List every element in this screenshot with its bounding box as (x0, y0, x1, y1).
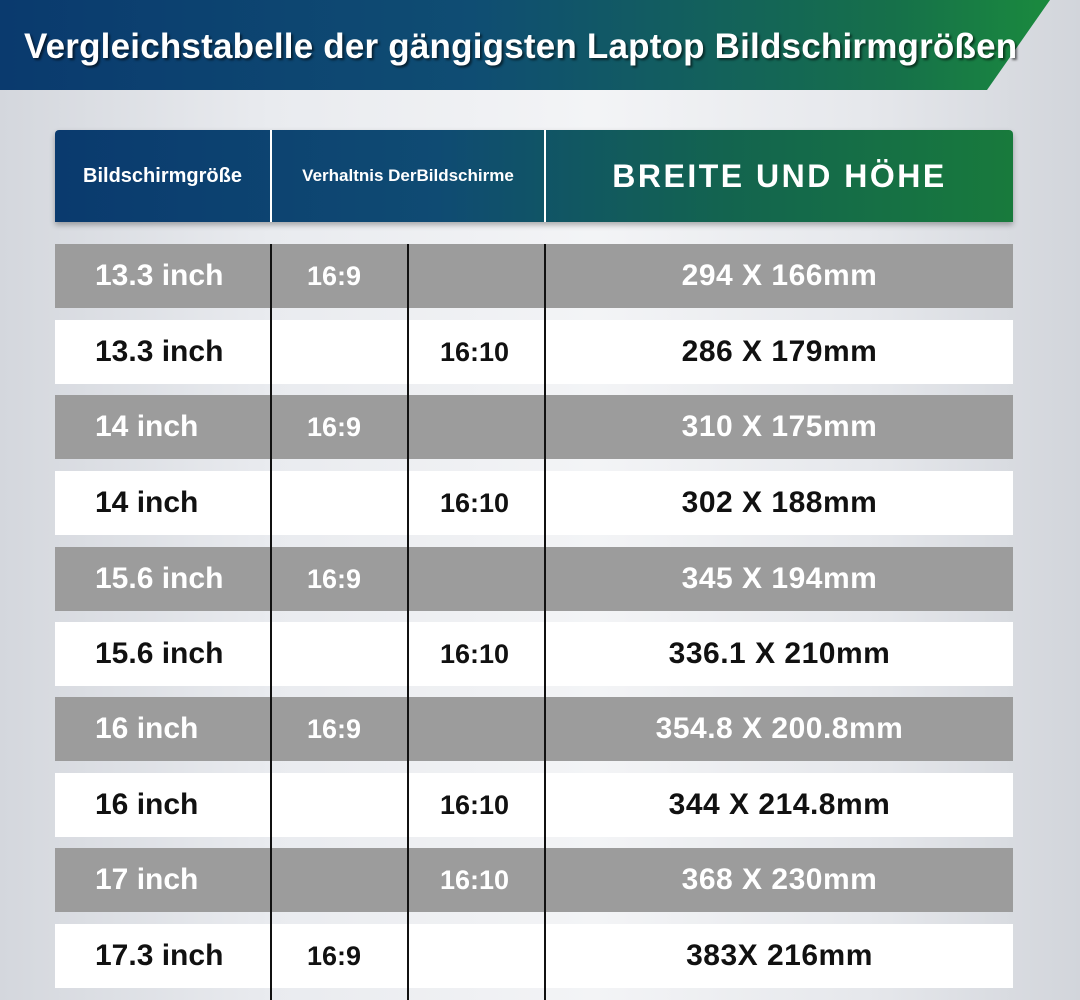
cell-screen-size: 14 inch (95, 410, 199, 443)
cell-dimensions: 383X 216mm (686, 939, 873, 972)
cell-dimensions: 294 X 166mm (681, 259, 878, 292)
cell-ratio-16-9: 16:9 (307, 411, 362, 442)
cell-dimensions: 345 X 194mm (681, 562, 878, 595)
table-row (55, 320, 1013, 384)
header-screen-size: Bildschirmgröße (55, 130, 272, 222)
cell-dimensions: 310 X 175mm (681, 410, 878, 443)
cell-dimensions: 344 X 214.8mm (668, 788, 891, 821)
table-row (55, 395, 1013, 459)
cell-ratio-16-9: 16:9 (307, 563, 362, 594)
table-row (55, 547, 1013, 611)
cell-ratio-16-9: 16:9 (307, 940, 362, 971)
cell-dimensions: 354.8 X 200.8mm (655, 712, 904, 745)
cell-screen-size: 16 inch (95, 712, 199, 745)
table-row (55, 924, 1013, 988)
cell-screen-size: 16 inch (95, 788, 199, 821)
table-row (55, 622, 1013, 686)
cell-screen-size: 13.3 inch (95, 335, 224, 368)
column-divider (407, 244, 409, 1000)
cell-ratio-16-10: 16:10 (440, 336, 510, 367)
cell-ratio-16-10: 16:10 (440, 789, 510, 820)
cell-screen-size: 15.6 inch (95, 562, 224, 595)
table-row (55, 244, 1013, 308)
cell-dimensions: 302 X 188mm (681, 486, 878, 519)
cell-screen-size: 15.6 inch (95, 637, 224, 670)
cell-ratio-16-10: 16:10 (440, 638, 510, 669)
cell-screen-size: 13.3 inch (95, 259, 224, 292)
column-divider (544, 244, 546, 1000)
cell-ratio-16-9: 16:9 (307, 260, 362, 291)
table-row (55, 848, 1013, 912)
cell-dimensions: 286 X 179mm (681, 335, 878, 368)
cell-dimensions: 336.1 X 210mm (668, 637, 891, 670)
cell-ratio-16-10: 16:10 (440, 487, 510, 518)
table-row (55, 773, 1013, 837)
cell-screen-size: 17 inch (95, 863, 199, 896)
cell-screen-size: 14 inch (95, 486, 199, 519)
header-aspect-ratio: Verhaltnis DerBildschirme (272, 130, 546, 222)
cell-ratio-16-9: 16:9 (307, 713, 362, 744)
cell-screen-size: 17.3 inch (95, 939, 224, 972)
table-row (55, 471, 1013, 535)
table-row (55, 697, 1013, 761)
cell-ratio-16-10: 16:10 (440, 864, 510, 895)
column-divider (270, 244, 272, 1000)
cell-dimensions: 368 X 230mm (681, 863, 878, 896)
header-width-height: BREITE UND HÖHE (612, 157, 947, 194)
page-title: Vergleichstabelle der gängigsten Laptop Bildschirmgrößen (24, 27, 1018, 66)
